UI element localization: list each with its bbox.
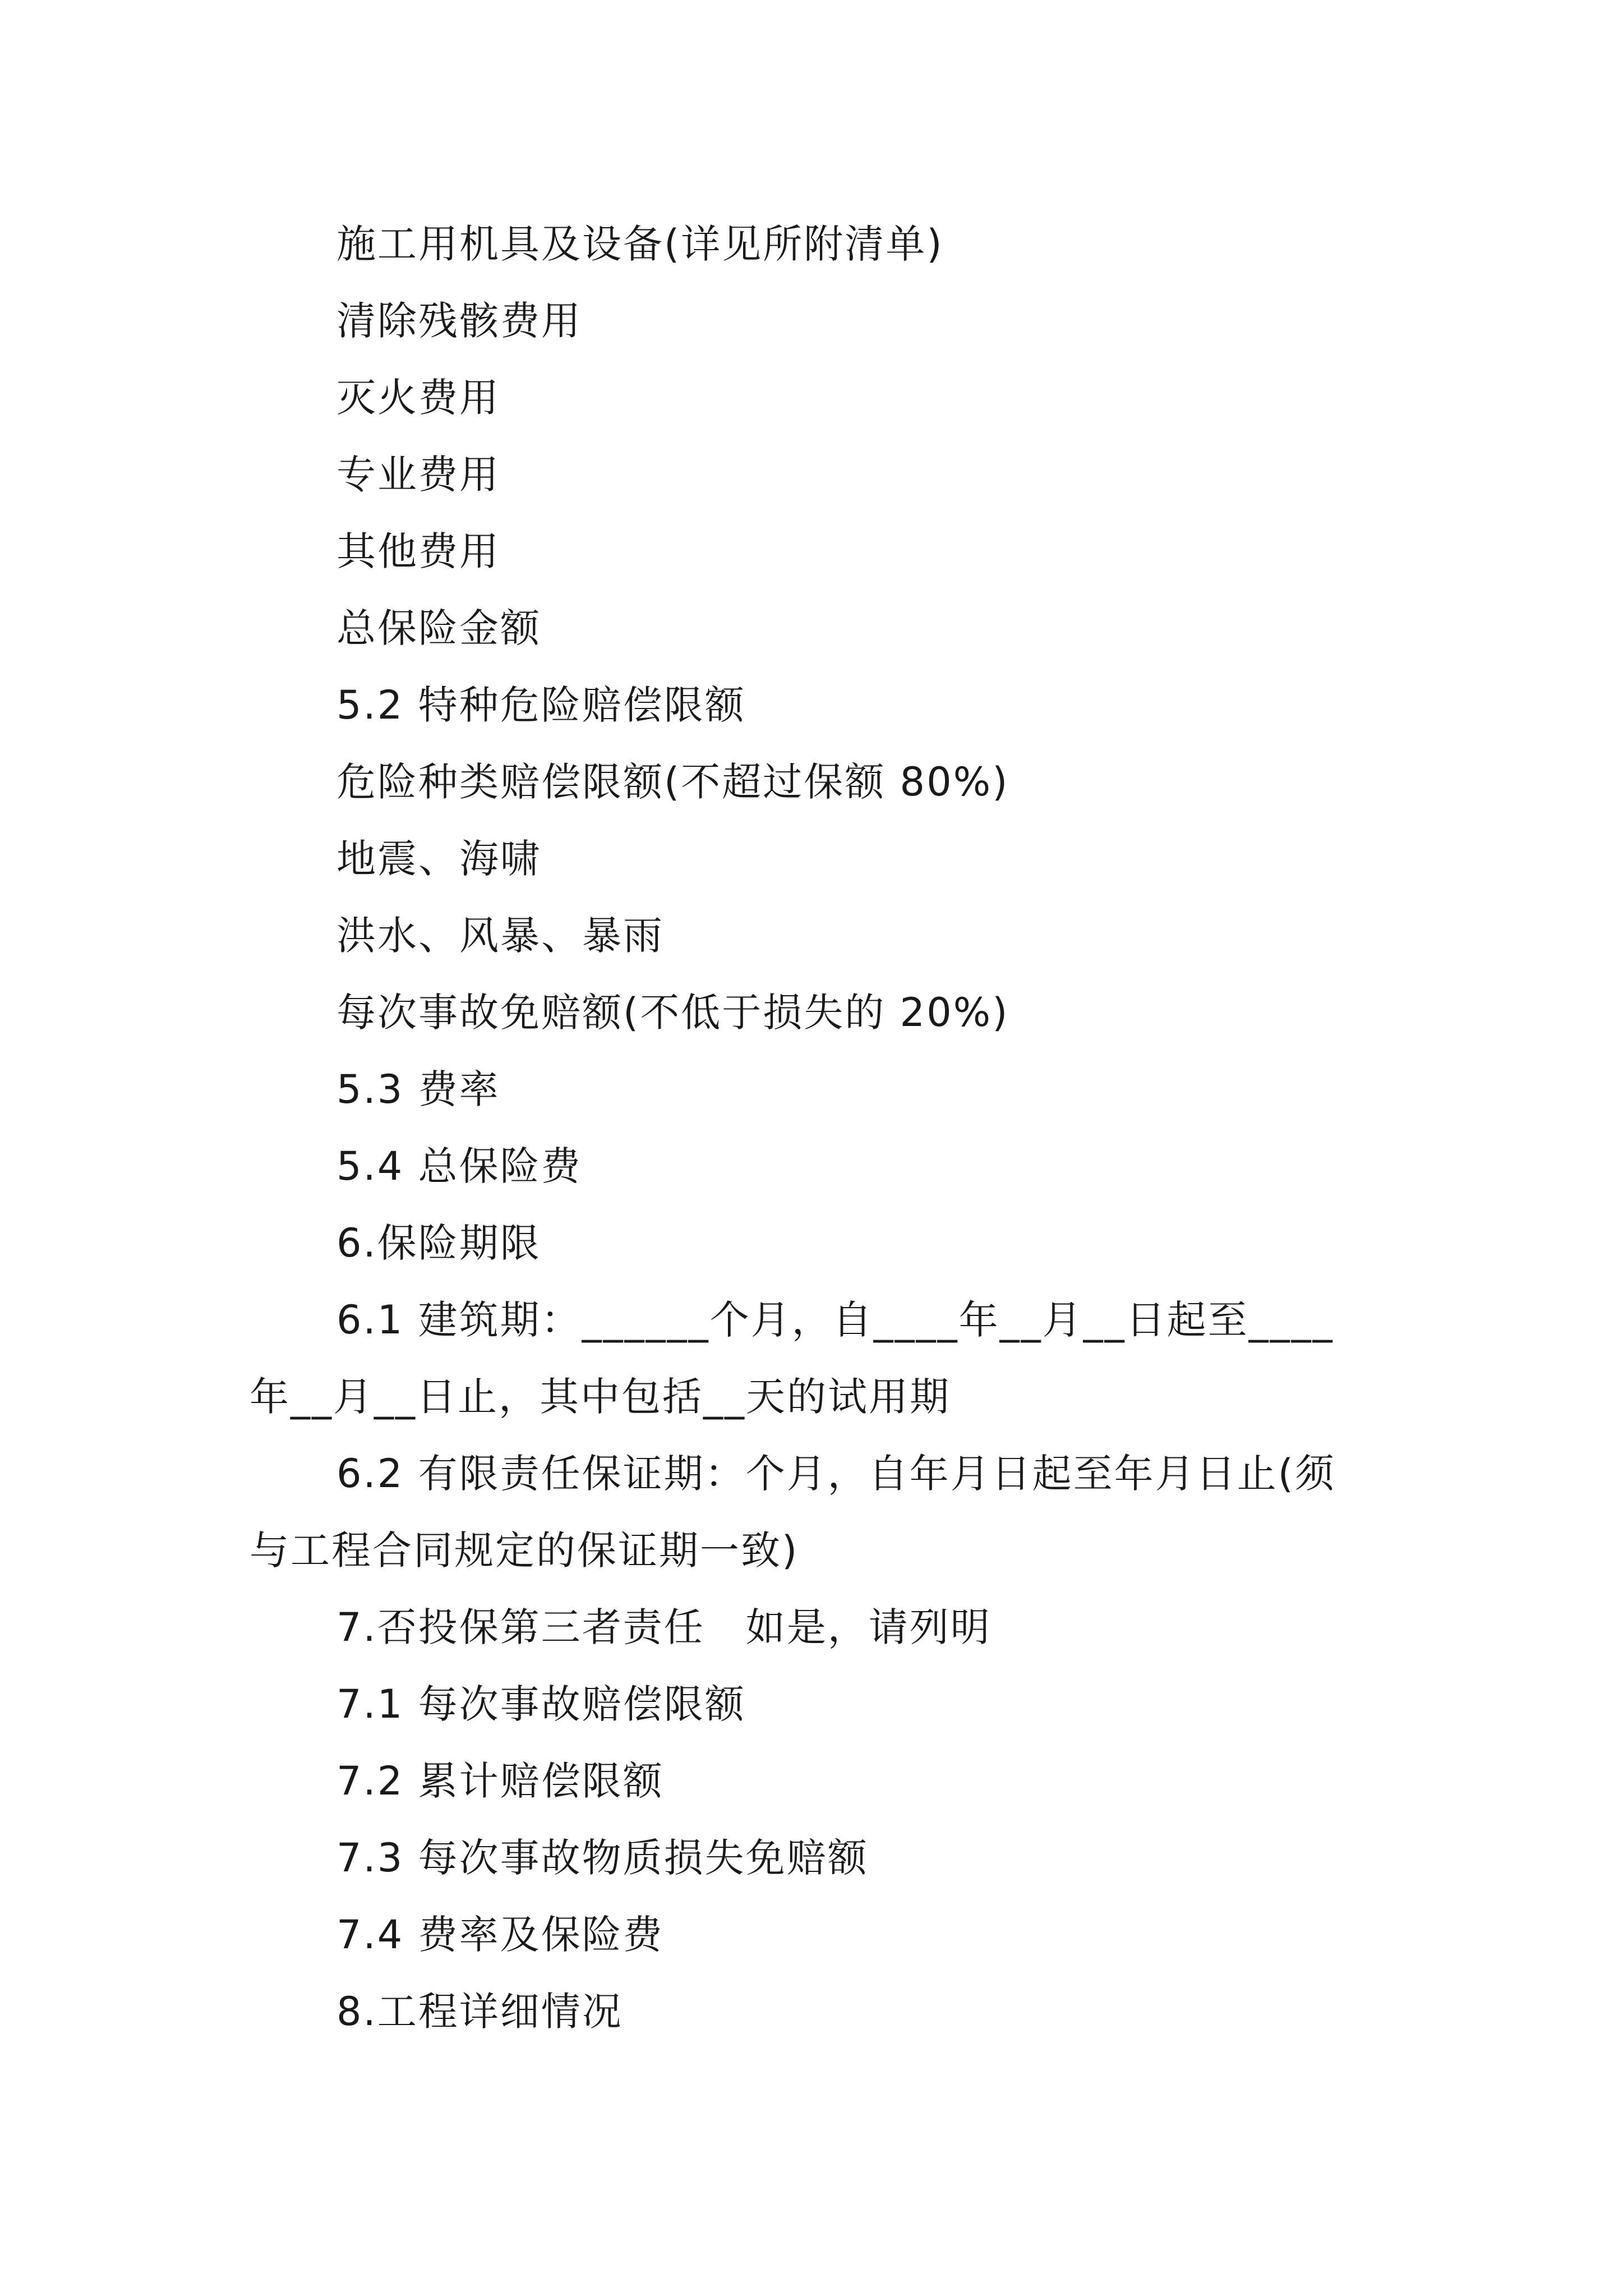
section-heading: 5.3 费率 xyxy=(336,1066,500,1112)
doc-line: 总保险金额 xyxy=(336,605,541,651)
doc-line: 洪水、风暴、暴雨 xyxy=(336,913,664,959)
doc-line: 施工用机具及设备(详见所附清单) xyxy=(336,221,944,267)
doc-line: 灭火费用 xyxy=(336,375,500,421)
doc-line: 7.1 每次事故赔偿限额 xyxy=(336,1681,746,1727)
doc-line: 6.2 有限责任保证期：个月，自年月日起至年月日止(须 xyxy=(336,1451,1336,1497)
section-heading: 5.2 特种危险赔偿限额 xyxy=(336,682,746,728)
doc-line: 清除残骸费用 xyxy=(336,298,582,344)
doc-line: 危险种类赔偿限额(不超过保额 80%) xyxy=(336,759,1009,805)
doc-line: 6.1 建筑期：______个月，自____年__月__日起至____ xyxy=(336,1297,1334,1343)
doc-line: 专业费用 xyxy=(336,452,500,498)
section-heading: 8.工程详细情况 xyxy=(336,1989,623,2035)
doc-line: 年__月__日止，其中包括__天的试用期 xyxy=(250,1374,951,1420)
doc-line: 地震、海啸 xyxy=(336,836,541,882)
doc-line: 每次事故免赔额(不低于损失的 20%) xyxy=(336,990,1009,1036)
doc-line: 与工程合同规定的保证期一致) xyxy=(250,1527,799,1573)
section-heading: 5.4 总保险费 xyxy=(336,1143,582,1189)
doc-line: 7.3 每次事故物质损失免赔额 xyxy=(336,1835,869,1881)
doc-line: 其他费用 xyxy=(336,528,500,574)
doc-line: 7.2 累计赔偿限额 xyxy=(336,1758,664,1804)
doc-line: 7.4 费率及保险费 xyxy=(336,1912,664,1958)
section-heading: 7.否投保第三者责任 如是，请列明 xyxy=(336,1604,992,1650)
section-heading: 6.保险期限 xyxy=(336,1220,541,1266)
